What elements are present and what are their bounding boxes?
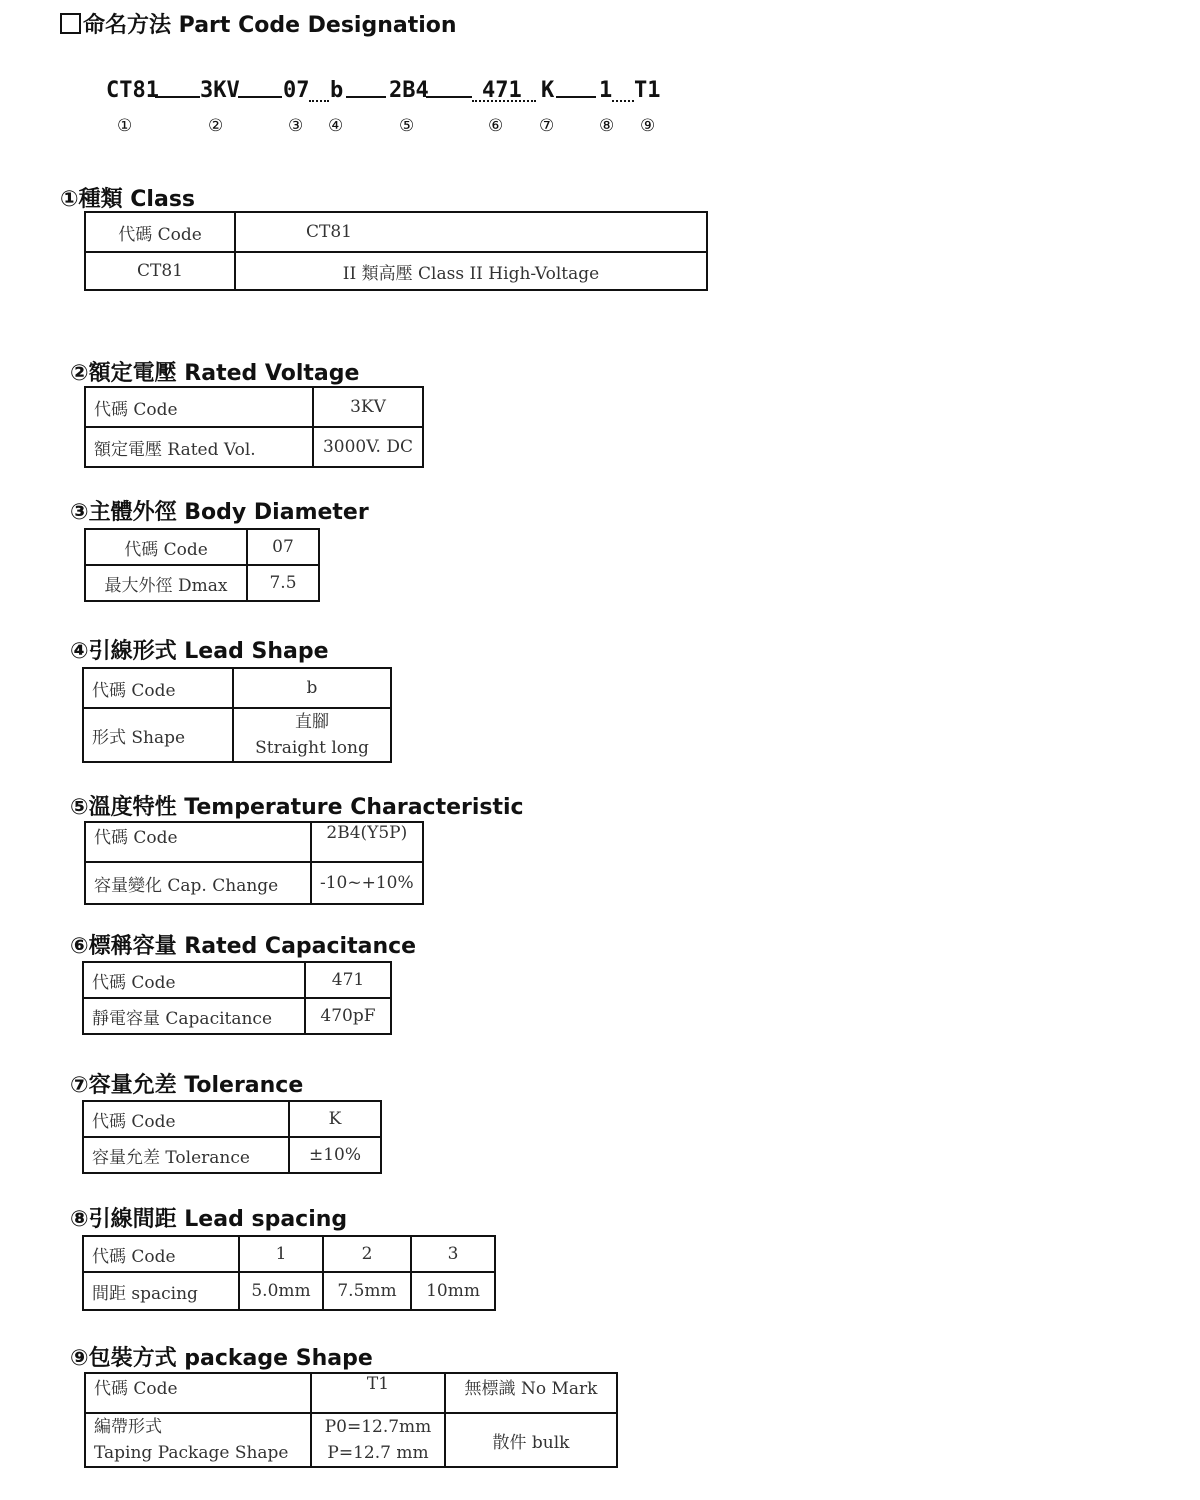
section-heading-temperature: ⑤溫度特性 Temperature Characteristic [70,795,524,820]
part-code-designation [0,78,1200,148]
pitch-p0: P0=12.7mm [324,1417,432,1437]
table-cell: 容量變化 Cap. Change [85,862,311,904]
table-cell: 代碼 Code [85,529,247,565]
index-marker: ⑤ [399,116,415,136]
section-heading-lead-shape: ④引線形式 Lead Shape [70,639,329,664]
lead-shape-table [82,667,392,763]
connector-dots [612,100,634,102]
code-segment-class: CT81 [106,78,159,103]
table-cell: 471 [305,962,391,998]
table-cell: 間距 spacing [83,1272,239,1310]
class-table [84,211,708,291]
table-cell-multiline [311,1413,445,1467]
table-cell: 3KV [313,387,423,427]
section-heading-class: ①種類 Class [60,187,196,212]
section-heading-capacitance: ⑥標稱容量 Rated Capacitance [70,934,417,959]
table-cell: 7.5mm [323,1272,411,1310]
package-cn: 編帶形式 [94,1417,162,1437]
table-cell: 2B4(Y5P) [311,822,423,862]
package-en: Taping Package Shape [94,1443,289,1463]
table-cell: 1 [239,1236,323,1272]
code-segment-voltage: 3KV [200,78,240,103]
code-segment-lead-shape: b [330,78,344,103]
rated-voltage-table [84,386,424,468]
index-marker: ④ [328,116,344,136]
table-cell: 形式 Shape [83,708,233,762]
section-heading-rated-voltage: ②額定電壓 Rated Voltage [70,361,360,386]
connector-dots [472,100,536,102]
table-cell-multiline [233,708,391,762]
index-marker: ③ [288,116,304,136]
table-cell: 5.0mm [239,1272,323,1310]
index-marker: ② [208,116,224,136]
connector-line [426,96,472,98]
code-segment-capacitance: 471 [482,78,522,103]
connector-line [238,96,282,98]
shape-cn: 直腳 [295,712,329,732]
table-cell: 代碼 Code [85,387,313,427]
table-cell: ±10% [289,1137,381,1173]
index-marker: ⑨ [640,116,656,136]
table-cell: 代碼 Code [83,962,305,998]
table-cell: 代碼 Code [85,822,311,862]
table-cell: 7.5 [247,565,319,601]
section-heading-lead-spacing: ⑧引線間距 Lead spacing [70,1207,348,1232]
package-table [84,1372,618,1468]
table-cell: 代碼 Code [83,1236,239,1272]
section-heading-tolerance: ⑦容量允差 Tolerance [70,1073,304,1098]
table-cell: 代碼 Code [83,1101,289,1137]
table-cell: 3 [411,1236,495,1272]
index-marker: ⑥ [488,116,504,136]
code-segment-temperature: 2B4 [389,78,429,103]
table-cell: 代碼 Code [83,668,233,708]
table-cell-multiline [85,1413,311,1467]
page-title: 命名方法 Part Code Designation [60,8,457,39]
code-segment-tolerance: K [541,78,555,103]
connector-line [556,96,596,98]
capacitance-table [82,961,392,1035]
table-cell: -10~+10% [311,862,423,904]
body-diameter-table [84,528,320,602]
connector-line [155,96,200,98]
checkbox-icon [60,13,81,34]
table-cell: K [289,1101,381,1137]
table-cell: T1 [311,1373,445,1413]
lead-spacing-table [82,1235,496,1311]
connector-line [346,96,386,98]
table-cell: II 類高壓 Class II High-Voltage [235,252,707,290]
connector-dots [309,100,329,102]
table-cell: 無標識 No Mark [445,1373,617,1413]
tolerance-table [82,1100,382,1174]
section-heading-package: ⑨包裝方式 package Shape [70,1346,373,1371]
table-cell: b [233,668,391,708]
table-cell: 代碼 Code [85,212,235,252]
table-cell: 470pF [305,998,391,1034]
table-cell: 代碼 Code [85,1373,311,1413]
code-segment-spacing: 1 [599,78,613,103]
table-cell: 容量允差 Tolerance [83,1137,289,1173]
code-segment-package: T1 [634,78,661,103]
code-segment-diameter: 07 [283,78,310,103]
temperature-table [84,821,424,905]
table-cell: 最大外徑 Dmax [85,565,247,601]
section-heading-body-diameter: ③主體外徑 Body Diameter [70,500,369,525]
index-marker: ① [117,116,133,136]
shape-en: Straight long [255,738,369,758]
table-cell: CT81 [235,212,707,252]
index-marker: ⑧ [599,116,615,136]
table-cell: 額定電壓 Rated Vol. [85,427,313,467]
table-cell: CT81 [85,252,235,290]
table-cell: 2 [323,1236,411,1272]
pitch-p: P=12.7 mm [327,1443,429,1463]
table-cell: 散件 bulk [445,1413,617,1467]
index-marker: ⑦ [539,116,555,136]
table-cell: 靜電容量 Capacitance [83,998,305,1034]
table-cell: 07 [247,529,319,565]
table-cell: 10mm [411,1272,495,1310]
table-cell: 3000V. DC [313,427,423,467]
